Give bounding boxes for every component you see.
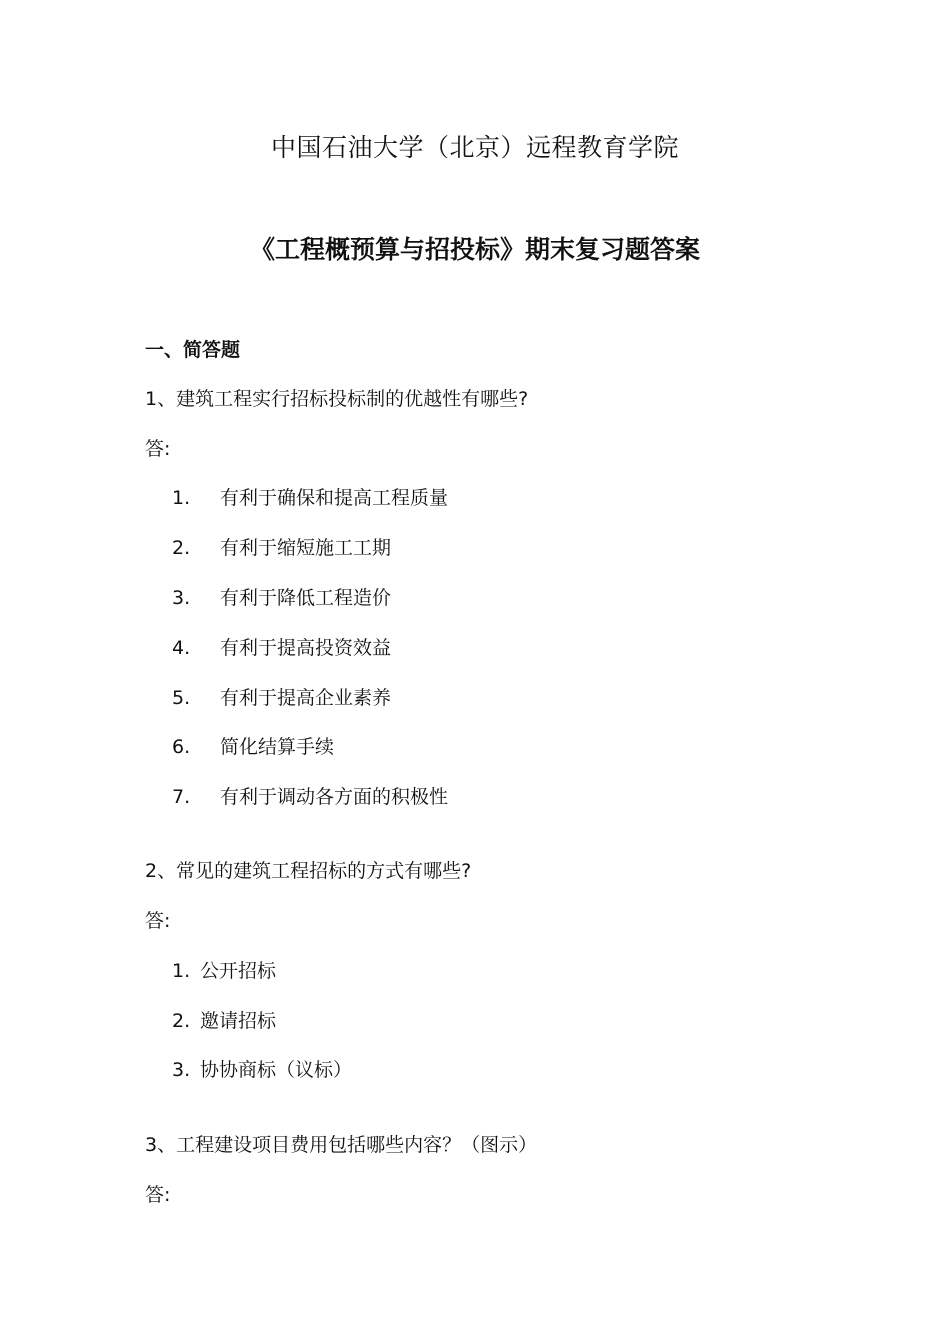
section-heading: 一、简答题 <box>145 339 241 361</box>
list-item-number: 5. <box>172 687 191 709</box>
question-2: 2、常见的建筑工程招标的方式有哪些? <box>145 860 472 882</box>
answer-label-1: 答: <box>145 438 171 460</box>
list-item-text: 有利于降低工程造价 <box>220 587 392 609</box>
school-name: 中国石油大学（北京）远程教育学院 <box>270 133 679 162</box>
list-item-text: 有利于缩短施工工期 <box>220 537 392 559</box>
question-3: 3、工程建设项目费用包括哪些内容？（图示） <box>145 1134 538 1156</box>
question-1: 1、建筑工程实行招标投标制的优越性有哪些? <box>145 388 529 410</box>
list-item-text: 有利于提高投资效益 <box>220 637 392 659</box>
list-item-number: 7. <box>172 786 191 808</box>
list-item-text: 有利于调动各方面的积极性 <box>220 786 449 808</box>
list-item-number: 1. <box>172 960 191 982</box>
list-item-number: 1. <box>172 487 191 509</box>
list-item-text: 公开招标 <box>200 960 277 982</box>
list-item-text: 有利于确保和提高工程质量 <box>220 487 449 509</box>
answer-label-2: 答: <box>145 910 171 932</box>
list-item-number: 4. <box>172 637 191 659</box>
answer-label-3: 答: <box>145 1184 171 1206</box>
list-item-number: 3. <box>172 587 191 609</box>
list-item-text: 简化结算手续 <box>220 736 335 758</box>
list-item-number: 2. <box>172 537 191 559</box>
list-item-text: 协协商标（议标） <box>200 1059 353 1081</box>
list-item-text: 邀请招标 <box>200 1010 277 1032</box>
list-item-number: 6. <box>172 736 191 758</box>
document-title: 《工程概预算与招投标》期末复习题答案 <box>249 235 700 264</box>
list-item-text: 有利于提高企业素养 <box>220 687 392 709</box>
list-item-number: 2. <box>172 1010 191 1032</box>
list-item-number: 3. <box>172 1059 191 1081</box>
